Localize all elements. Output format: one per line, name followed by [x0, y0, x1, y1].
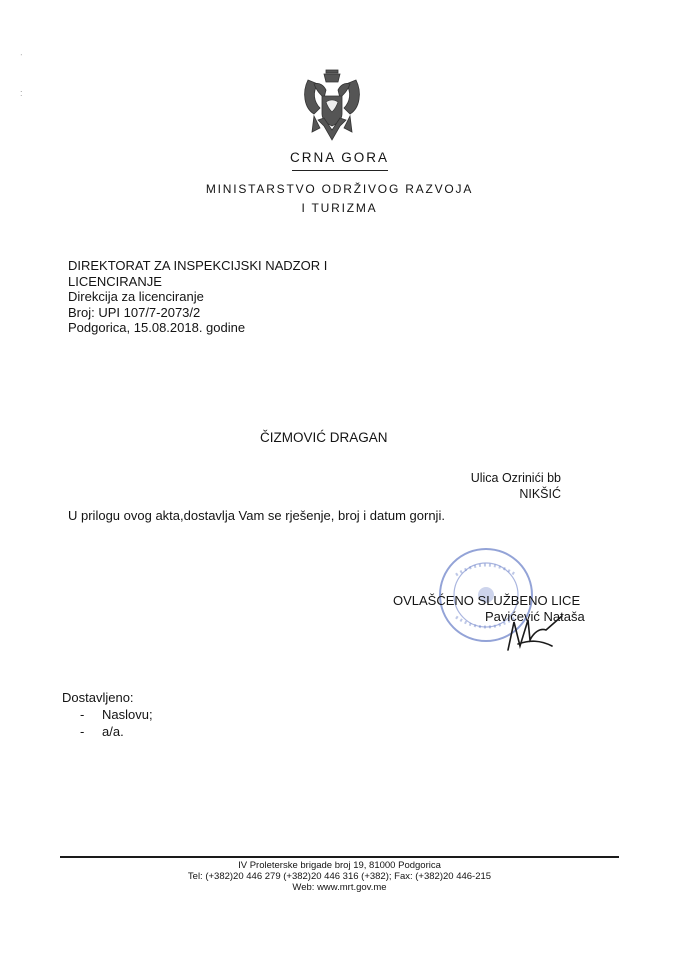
- divider: [292, 170, 388, 171]
- recipient-address: [471, 471, 561, 502]
- margin-mark: ᐧ: [20, 50, 23, 60]
- country-name: CRNA GORA: [289, 150, 389, 165]
- footer: [0, 860, 679, 893]
- document-date: Podgorica, 15.08.2018. godine: [68, 320, 246, 335]
- list-item-text: a/a.: [102, 724, 124, 739]
- recipient-name: ČIZMOVIĆ DRAGAN: [260, 430, 388, 445]
- handwritten-signature-icon: [500, 610, 575, 660]
- sender-line: LICENCIRANJE: [68, 273, 162, 289]
- list-item-text: Naslovu;: [102, 707, 153, 722]
- list-bullet: -: [80, 724, 85, 739]
- coat-of-arms-icon: [300, 68, 364, 146]
- sender-line: Direkcija za licenciranje: [68, 289, 204, 304]
- footer-address: IV Proleterske brigade broj 19, 81000 Podgorica: [238, 860, 441, 871]
- recipient-city: NIKŠIĆ: [519, 486, 561, 501]
- reference-number: Broj: UPI 107/7-2073/2: [68, 304, 201, 320]
- list-item: [80, 723, 153, 740]
- recipient-street: Ulica Ozrinići bb: [470, 471, 561, 485]
- list-item: [80, 706, 153, 723]
- sender-line: DIREKTORAT ZA INSPEKCIJSKI NADZOR I: [68, 258, 328, 273]
- ministry-line-2: I TURIZMA: [301, 201, 378, 215]
- list-bullet: -: [80, 707, 85, 722]
- distribution-label: Dostavljeno:: [62, 690, 134, 705]
- signatory-name: Pavićević Nataša: [485, 609, 585, 624]
- margin-mark: :: [20, 88, 23, 98]
- footer-phones: Tel: (+382)20 446 279 (+382)20 446 316 (+382); Fax: (+382)20 446-215: [187, 871, 492, 882]
- sender-block: [68, 258, 327, 336]
- ministry-name: [0, 180, 679, 218]
- footer-web: Web: www.mrt.gov.me: [292, 882, 387, 893]
- distribution-list: [80, 706, 153, 740]
- ministry-line-1: MINISTARSTVO ODRŽIVOG RAZVOJA: [205, 182, 474, 196]
- letter-body: U prilogu ovog akta,dostavlja Vam se rješenje, broj i datum gornji.: [68, 508, 445, 523]
- signatory-title: OVLAŠĆENO SLUŽBENO LICE: [393, 593, 581, 608]
- footer-divider: [60, 856, 619, 858]
